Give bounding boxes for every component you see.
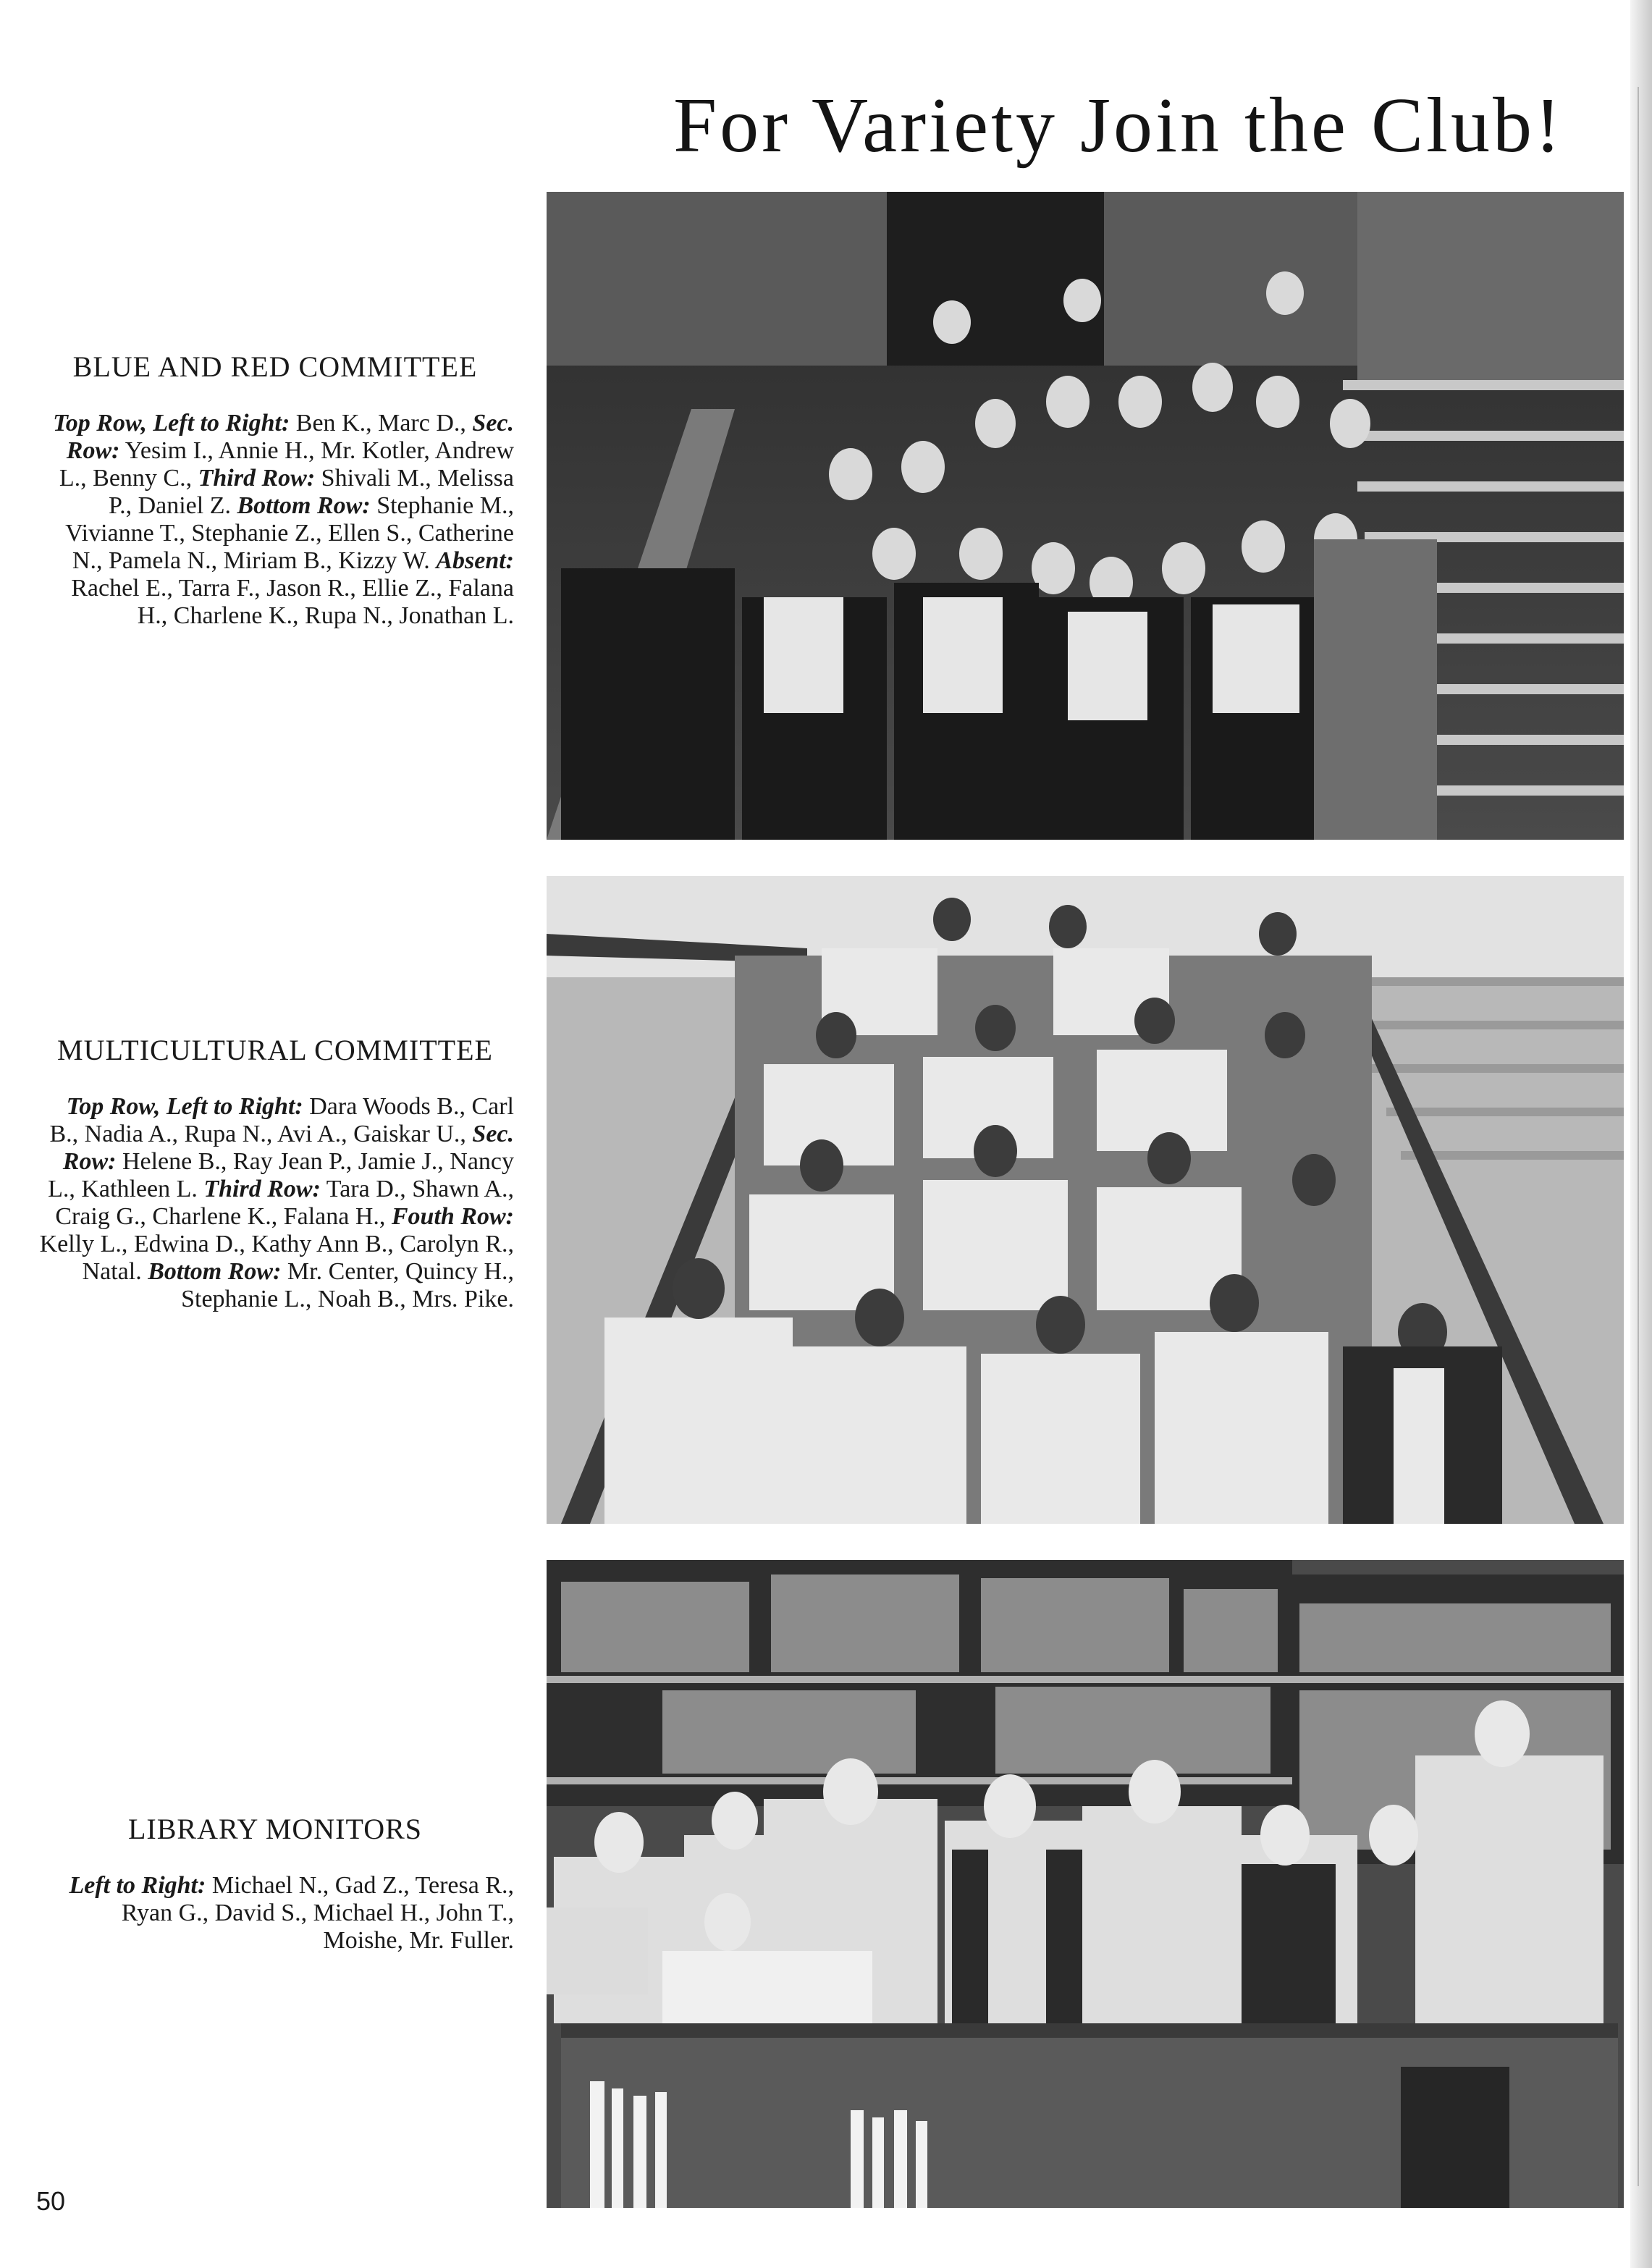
- caption-name-list: Stephanie M., Vivianne T., Stephanie Z., Ellen S., Catherine N., Pamela N., Miriam B., Kizzy W.: [65, 492, 514, 574]
- caption-name-list: Michael N., Gad Z., Teresa R., Ryan G., David S., Michael H., John T., Moishe, Mr. Fuller.: [121, 1872, 514, 1954]
- caption-blue-and-red-committee: [36, 350, 514, 630]
- caption-row-label: Sec. Row:: [62, 1121, 514, 1175]
- caption-heading: LIBRARY MONITORS: [127, 1813, 423, 1845]
- page-edge-shadow: [1630, 0, 1652, 2268]
- caption-row-label: Bottom Row:: [148, 1258, 282, 1285]
- caption-heading: BLUE AND RED COMMITTEE: [72, 350, 478, 383]
- caption-name-list: Mr. Center, Quincy H., Stephanie L., Noah B., Mrs. Pike.: [181, 1258, 514, 1312]
- caption-name-list: Tara D., Shawn A., Craig G., Charlene K., Falana H.,: [55, 1176, 514, 1230]
- caption-row-label: Left to Right:: [69, 1872, 206, 1899]
- page-number: 50: [36, 2186, 66, 2216]
- caption-name-list: Helene B., Ray Jean P., Jamie J., Nancy L., Kathleen L.: [48, 1148, 514, 1202]
- caption-library-monitors: [36, 1813, 514, 1955]
- page-edge-line: [1638, 87, 1639, 2186]
- caption-names: [36, 410, 514, 630]
- caption-names: [36, 1872, 514, 1955]
- caption-row-label: Absent:: [436, 547, 514, 574]
- photo-library-monitors: [547, 1560, 1624, 2208]
- caption-name-list: Ben K., Marc D.,: [290, 410, 473, 437]
- caption-name-list: Dara Woods B., Carl B., Nadia A., Rupa N., Avi A., Gaiskar U.,: [49, 1093, 514, 1147]
- caption-name-list: Shivali M., Melissa P., Daniel Z.: [108, 465, 514, 519]
- caption-row-label: Top Row, Left to Right:: [53, 410, 290, 437]
- page-title: For Variety Join the Club!: [673, 83, 1564, 169]
- caption-row-label: Fouth Row:: [391, 1203, 514, 1230]
- photo-blue-and-red-committee: [547, 192, 1624, 840]
- group-photo-image: [547, 1560, 1624, 2208]
- caption-heading: MULTICULTURAL COMMITTEE: [57, 1034, 493, 1066]
- caption-name-list: Kelly L., Edwina D., Kathy Ann B., Carolyn R., Natal.: [39, 1231, 514, 1285]
- caption-row-label: Bottom Row:: [237, 492, 371, 519]
- caption-multicultural-committee: [36, 1034, 514, 1313]
- caption-row-label: Third Row:: [198, 465, 316, 492]
- caption-names: [36, 1093, 514, 1313]
- caption-row-label: Third Row:: [203, 1176, 321, 1202]
- caption-name-list: Yesim I., Annie H., Mr. Kotler, Andrew L., Benny C.,: [59, 437, 514, 492]
- caption-row-label: Sec. Row:: [66, 410, 514, 464]
- group-photo-image: [547, 876, 1624, 1524]
- caption-row-label: Top Row, Left to Right:: [66, 1093, 303, 1120]
- photo-multicultural-committee: [547, 876, 1624, 1524]
- caption-name-list: Rachel E., Tarra F., Jason R., Ellie Z., Falana H., Charlene K., Rupa N., Jonathan L.: [71, 575, 514, 629]
- group-photo-image: [547, 192, 1624, 840]
